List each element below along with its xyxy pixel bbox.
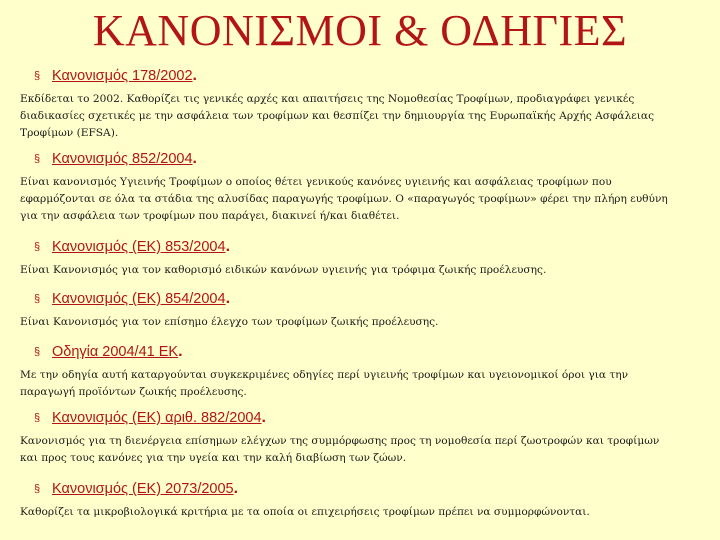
slide-title: ΚΑΝΟΝΙΣΜΟΙ & ΟΔΗΓΙΕΣ <box>92 6 628 55</box>
section-description <box>20 174 708 225</box>
section-heading <box>20 147 708 171</box>
description-line: Είναι Κανονισμός για τον καθορισμό ειδικών κανόνων υγιεινής για τρόφιμα ζωικής προέλευσης. <box>20 264 547 276</box>
regulation-link[interactable]: Κανονισμός 852/2004 <box>52 151 193 167</box>
description-line: για την ασφάλεια των τροφίμων που παράγει, διακινεί ή/και διαθέτει. <box>20 210 400 222</box>
heading-label <box>52 235 230 259</box>
regulation-link[interactable]: Κανονισμός (ΕΚ) 853/2004 <box>52 239 226 255</box>
section-description <box>20 262 708 279</box>
description-line: Εκδίδεται το 2002. Καθορίζει τις γενικές αρχές και απαιτήσεις της Νομοθεσίας Τροφίμων, προδιαγράφει γενικές <box>20 93 635 105</box>
regulation-section <box>20 406 708 467</box>
bullet-icon: § <box>34 153 41 165</box>
bullet-icon: § <box>34 241 41 253</box>
regulation-link[interactable]: Κανονισμός 178/2002 <box>52 68 193 84</box>
description-line: Με την οδηγία αυτή καταργούνται συγκεκριμένες οδηγίες περί υγιεινής τροφίμων και υγειονομικοί όροι για την <box>20 369 629 381</box>
regulation-link[interactable]: Κανονισμός (ΕΚ) αριθ. 882/2004 <box>52 410 262 426</box>
heading-label <box>52 147 197 171</box>
bullet-icon: § <box>34 412 41 424</box>
heading-period: . <box>225 290 231 307</box>
heading-label <box>52 287 230 311</box>
heading-period: . <box>225 238 231 255</box>
section-description <box>20 367 708 401</box>
heading-label <box>52 64 197 88</box>
description-line: Είναι κανονισμός Υγιεινής Τροφίμων ο οποίος θέτει γενικούς κανόνες υγιεινής και ασφάλειας τροφίμων που <box>20 176 612 188</box>
description-line: Καθορίζει τα μικροβιολογικά κριτήρια με τα οποία οι επιχειρήσεις τροφίμων πρέπει να συμμορφώνονται. <box>20 506 590 518</box>
section-heading <box>20 340 708 364</box>
description-line: και προς τους κανόνες για την υγεία και την καλή διαβίωση των ζώων. <box>20 452 407 464</box>
regulation-section <box>20 147 708 225</box>
regulation-section <box>20 235 708 279</box>
section-heading <box>20 287 708 311</box>
regulation-section <box>20 340 708 401</box>
heading-period: . <box>261 409 266 426</box>
regulation-link[interactable]: Οδηγία 2004/41 ΕΚ <box>52 344 179 360</box>
regulation-section <box>20 477 708 521</box>
section-description <box>20 504 708 521</box>
regulation-link[interactable]: Κανονισμός (ΕΚ) 854/2004 <box>52 291 226 307</box>
section-heading <box>20 406 708 430</box>
regulation-section <box>20 287 708 331</box>
section-description <box>20 314 708 331</box>
section-heading <box>20 477 708 501</box>
heading-label <box>52 340 183 364</box>
bullet-icon: § <box>34 293 41 305</box>
description-line: Είναι Κανονισμός για τον επίσημο έλεγχο των τροφίμων ζωικής προέλευσης. <box>20 316 439 328</box>
regulation-section <box>20 64 708 142</box>
description-line: παραγωγή προϊόντων ζωικής προέλευσης. <box>20 386 247 398</box>
description-line: εφαρμόζονται σε όλα τα στάδια της αλυσίδας παραγωγής τροφίμων. Ο «παραγωγός τροφίμων» φέρει την πλήρη ευθύνη <box>20 193 668 205</box>
regulation-link[interactable]: Κανονισμός (ΕΚ) 2073/2005 <box>52 481 234 497</box>
section-heading <box>20 64 708 88</box>
heading-label <box>52 406 266 430</box>
heading-period: . <box>192 67 197 84</box>
description-line: Κανονισμός για τη διενέργεια επίσημων ελέγχων της συμμόρφωσης προς τη νομοθεσία περί ζωοτροφών και τροφίμων <box>20 435 660 447</box>
bullet-icon: § <box>34 346 41 358</box>
section-description <box>20 91 708 142</box>
heading-label <box>52 477 238 501</box>
description-line: Τροφίμων (EFSA). <box>20 127 119 139</box>
bullet-icon: § <box>34 483 41 495</box>
heading-period: . <box>192 150 197 167</box>
bullet-icon: § <box>34 70 41 82</box>
description-line: διαδικασίες σχετικές με την ασφάλεια των τροφίμων και θεσπίζει την δημιουργία της Ευρωπαϊκής Αρχής Ασφάλειας <box>20 110 655 122</box>
heading-period: . <box>233 480 239 497</box>
section-description <box>20 433 708 467</box>
heading-period: . <box>178 343 183 360</box>
section-heading <box>20 235 708 259</box>
